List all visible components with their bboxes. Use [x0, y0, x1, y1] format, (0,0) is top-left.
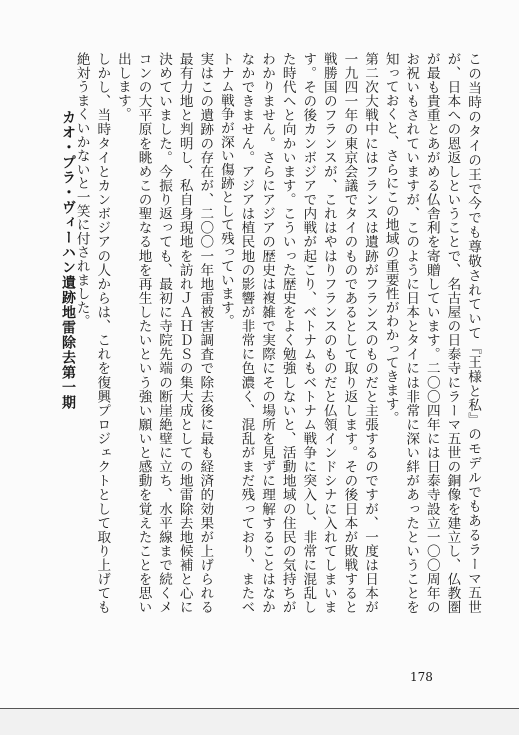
paragraph-4: しかし、当時タイとカンボジアの人からは、これを復興プロジェクトとして取り上げても絶対うまくいかないと一笑に付されました。: [73, 52, 111, 614]
paragraph-1: この当時のタイの王で今でも尊敬されていて『王様と私』のモデルでもあるラーマ五世が、日本への恩返しということで、名古屋の日泰寺にラーマ五世の銅像を建立し、仏教圏が最も貴重とあがめる仏舎利を寄贈しています。二〇〇四年には日泰寺設立一〇〇周年のお祝いもされていますが、このように日本とタイには非常に深い絆があったということを知っておくと、さらにこの地域の重要性がわかってきます。: [382, 52, 481, 614]
body-text: [73, 52, 483, 614]
paragraph-2: 第二次大戦中にはフランスは遺跡がフランスのものだと主張するのですが、一度は日本が一九四一年の東京会議でタイのものであるとして取り返します。その後日本が敗戦すると戦勝国のフランスが、これはやはりフランスのものだと仏領インドシナに入れてしまいます。その後カンボジアで内戦が起こり、ベトナムもベトナム戦争に突入し、非常に混乱した時代へと向かいます。こういった歴史をよく勉強しないと、活動地域の住民の気持ちがわかりません。さらにアジアの歴史は複雑で実際にその場所を見ずに理解することはなかなかできません。アジアは植民地の影響が非常に色濃く、混乱がまだ残っており、またベトナム戦争が深い傷跡として残っています。: [217, 52, 379, 614]
bottom-margin: [0, 709, 519, 735]
chapter-title: カオ・プラ・ヴィーハン遺跡地雷除去第一期: [60, 110, 76, 410]
page-number: 178: [410, 670, 433, 684]
paragraph-3: 実はこの遺跡の存在が、二〇〇一年地雷被害調査で除去後に最も経済的効果が上げられる最有力地と判明し、私自身現地を訪れＪＡＨＤＳの集大成としての地雷除去地候補と心に決めていました。今振り返っても、最初に寺院先端の断崖絶壁に立ち、水平線まで続くメコンの大平原を眺めこの聖なる地を再生したいという強い願いと感動を覚えたことを思い出します。: [114, 52, 214, 614]
